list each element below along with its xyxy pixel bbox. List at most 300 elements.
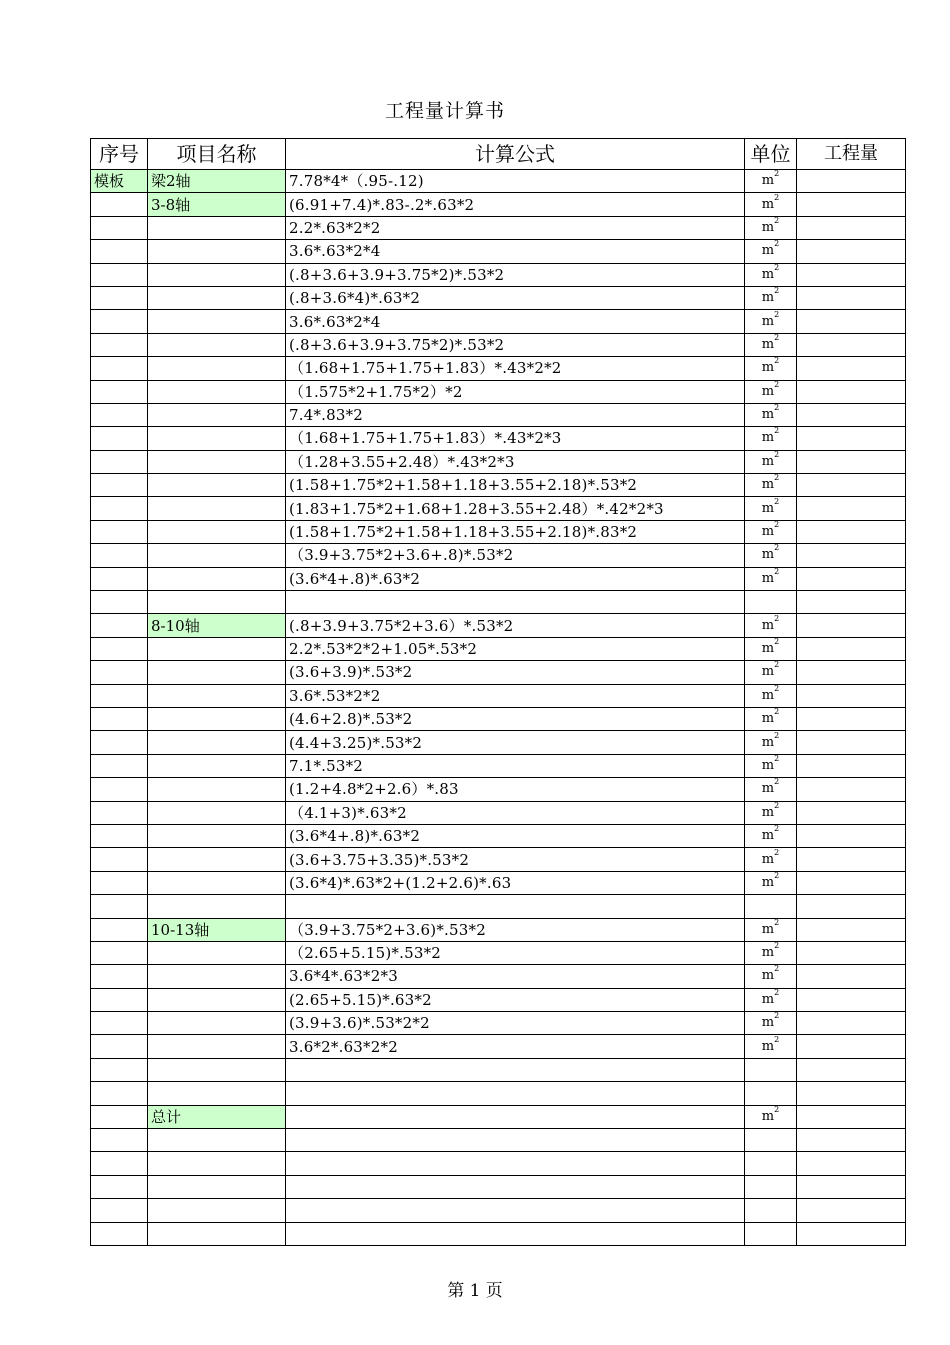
table-row [91,474,906,497]
cell-unit[interactable] [745,1199,797,1222]
cell-item-name[interactable] [148,1129,286,1152]
cell-item-name[interactable] [148,1082,286,1105]
cell-no[interactable] [91,403,148,426]
cell-quantity[interactable] [797,427,906,450]
unit-superscript: 2 [774,263,780,272]
cell-formula[interactable]: 2.2*.53*2*2+1.05*.53*2 [286,637,745,660]
cell-item-name[interactable] [148,403,286,426]
cell-quantity[interactable] [797,193,906,216]
cell-unit[interactable] [745,216,797,239]
cell-item-name[interactable] [148,684,286,707]
cell-unit[interactable] [745,1012,797,1035]
cell-formula[interactable]: (3.6+3.75+3.35)*.53*2 [286,848,745,871]
table-row [91,895,906,918]
cell-quantity[interactable] [797,848,906,871]
cell-quantity[interactable] [797,1199,906,1222]
cell-item-name[interactable] [148,1058,286,1081]
cell-item-name[interactable]: 梁2轴 [148,170,286,193]
unit-superscript: 2 [774,169,780,179]
cell-unit[interactable] [745,1035,797,1058]
cell-quantity[interactable] [797,1058,906,1081]
cell-item-name[interactable] [148,380,286,403]
cell-item-name[interactable] [148,591,286,614]
cell-formula[interactable]: 3.6*4*.63*2*3 [286,965,745,988]
cell-item-name[interactable] [148,1199,286,1222]
cell-no[interactable] [91,497,148,520]
cell-no[interactable] [91,520,148,543]
cell-formula[interactable]: （1.68+1.75+1.75+1.83）*.43*2*2 [286,357,745,380]
cell-item-name[interactable] [148,941,286,964]
unit-superscript: 2 [774,1034,780,1044]
cell-no[interactable] [91,707,148,730]
cell-unit[interactable] [745,1058,797,1081]
unit-text: m [761,874,775,890]
cell-no[interactable] [91,778,148,801]
cell-unit[interactable] [745,333,797,356]
cell-quantity[interactable] [797,567,906,590]
cell-item-name[interactable] [148,1152,286,1175]
table-row [91,1012,906,1035]
cell-formula[interactable]: (4.4+3.25)*.53*2 [286,731,745,754]
cell-unit[interactable] [745,497,797,520]
cell-item-name[interactable] [148,754,286,777]
cell-formula[interactable] [286,1129,745,1152]
cell-formula[interactable]: （1.28+3.55+2.48）*.43*2*3 [286,450,745,473]
cell-formula[interactable] [286,895,745,918]
cell-unit[interactable] [745,707,797,730]
unit-text: m [761,711,775,727]
cell-unit[interactable] [745,240,797,263]
cell-formula[interactable]: (1.83+1.75*2+1.68+1.28+3.55+2.48）*.42*2*3 [286,497,745,520]
table-row [91,333,906,356]
unit-superscript: 2 [774,286,780,296]
unit-superscript: 2 [774,380,780,389]
cell-no[interactable] [91,427,148,450]
cell-formula[interactable]: （1.68+1.75+1.75+1.83）*.43*2*3 [286,427,745,450]
cell-no[interactable] [91,614,148,637]
unit-text: m [761,290,775,306]
table-row [91,403,906,426]
cell-formula[interactable] [286,1222,745,1245]
cell-unit[interactable] [745,1175,797,1198]
cell-formula[interactable]: 3.6*.53*2*2 [286,684,745,707]
cell-no[interactable]: 模板 [91,170,148,193]
cell-no[interactable] [91,1082,148,1105]
cell-no[interactable] [91,216,148,239]
cell-formula[interactable]: (1.58+1.75*2+1.58+1.18+3.55+2.18)*.83*2 [286,520,745,543]
table-row [91,871,906,894]
cell-item-name[interactable] [148,707,286,730]
cell-quantity[interactable] [797,918,906,941]
cell-no[interactable] [91,1152,148,1175]
cell-no[interactable] [91,474,148,497]
cell-unit[interactable] [745,520,797,543]
unit-superscript: 2 [774,496,780,506]
cell-unit[interactable] [745,263,797,286]
cell-formula[interactable]: 3.6*.63*2*4 [286,310,745,333]
cell-unit[interactable] [745,941,797,964]
cell-item-name[interactable] [148,474,286,497]
cell-no[interactable] [91,193,148,216]
cell-unit[interactable] [745,380,797,403]
cell-item-name[interactable]: 8-10轴 [148,614,286,637]
cell-item-name[interactable] [148,988,286,1011]
cell-quantity[interactable] [797,474,906,497]
cell-item-name[interactable] [148,871,286,894]
cell-formula[interactable]: （1.575*2+1.75*2）*2 [286,380,745,403]
cell-quantity[interactable] [797,871,906,894]
cell-item-name[interactable]: 3-8轴 [148,193,286,216]
cell-no[interactable] [91,263,148,286]
unit-text: m [761,547,775,563]
unit-superscript: 2 [774,520,780,530]
cell-no[interactable] [91,380,148,403]
cell-formula[interactable]: 7.4*.83*2 [286,403,745,426]
cell-quantity[interactable] [797,591,906,614]
cell-no[interactable] [91,801,148,824]
cell-unit[interactable] [745,286,797,309]
cell-item-name[interactable] [148,497,286,520]
unit-text: m [761,477,775,493]
cell-no[interactable] [91,895,148,918]
cell-no[interactable] [91,1105,148,1128]
unit-superscript: 2 [774,988,780,997]
cell-item-name[interactable]: 总计 [148,1105,286,1128]
cell-quantity[interactable] [797,1105,906,1128]
cell-quantity[interactable] [797,1082,906,1105]
cell-item-name[interactable] [148,1222,286,1245]
cell-no[interactable] [91,357,148,380]
cell-formula[interactable]: (3.6+3.9)*.53*2 [286,661,745,684]
cell-item-name[interactable] [148,263,286,286]
cell-unit[interactable] [745,591,797,614]
unit-superscript: 2 [774,637,780,646]
cell-quantity[interactable] [797,497,906,520]
table-row [91,1058,906,1081]
unit-superscript: 2 [774,216,780,225]
cell-formula[interactable]: (3.6*4)*.63*2+(1.2+2.6)*.63 [286,871,745,894]
cell-quantity[interactable] [797,450,906,473]
table-row [91,591,906,614]
cell-item-name[interactable] [148,216,286,239]
unit-superscript: 2 [774,403,780,413]
unit-text: m [761,336,775,352]
cell-unit[interactable] [745,357,797,380]
unit-superscript: 2 [774,473,780,483]
cell-no[interactable] [91,965,148,988]
cell-unit[interactable] [745,1222,797,1245]
cell-formula[interactable]: (1.58+1.75*2+1.58+1.18+3.55+2.18)*.53*2 [286,474,745,497]
table-row [91,170,906,193]
cell-quantity[interactable] [797,754,906,777]
cell-no[interactable] [91,661,148,684]
cell-formula[interactable] [286,591,745,614]
cell-item-name[interactable] [148,240,286,263]
table-row [91,637,906,660]
cell-no[interactable] [91,1058,148,1081]
cell-formula[interactable] [286,1152,745,1175]
unit-text: m [761,196,775,212]
cell-quantity[interactable] [797,544,906,567]
unit-superscript: 2 [774,847,780,857]
cell-item-name[interactable] [148,778,286,801]
cell-formula[interactable]: (3.6*4+.8)*.63*2 [286,824,745,847]
table-body [91,170,906,1246]
cell-unit[interactable] [745,988,797,1011]
cell-item-name[interactable]: 10-13轴 [148,918,286,941]
cell-formula[interactable]: (6.91+7.4)*.83-.2*.63*2 [286,193,745,216]
cell-formula[interactable]: （3.9+3.75*2+3.6+.8)*.53*2 [286,544,745,567]
table-row [91,941,906,964]
cell-quantity[interactable] [797,707,906,730]
cell-formula[interactable] [286,1175,745,1198]
cell-quantity[interactable] [797,1152,906,1175]
cell-no[interactable] [91,240,148,263]
cell-formula[interactable]: (1.2+4.8*2+2.6）*.83 [286,778,745,801]
cell-quantity[interactable] [797,731,906,754]
table-row [91,1175,906,1198]
cell-item-name[interactable] [148,450,286,473]
cell-quantity[interactable] [797,1175,906,1198]
unit-superscript: 2 [774,543,780,553]
cell-unit[interactable] [745,193,797,216]
cell-quantity[interactable] [797,1035,906,1058]
unit-superscript: 2 [774,567,780,576]
cell-formula[interactable] [286,1082,745,1105]
cell-unit[interactable] [745,918,797,941]
cell-no[interactable] [91,544,148,567]
cell-quantity[interactable] [797,310,906,333]
cell-no[interactable] [91,567,148,590]
table-row [91,707,906,730]
cell-item-name[interactable] [148,848,286,871]
cell-no[interactable] [91,1012,148,1035]
cell-no[interactable] [91,918,148,941]
cell-item-name[interactable] [148,427,286,450]
table-row [91,754,906,777]
cell-unit[interactable] [745,1129,797,1152]
cell-quantity[interactable] [797,895,906,918]
cell-item-name[interactable] [148,333,286,356]
cell-quantity[interactable] [797,661,906,684]
cell-unit[interactable] [745,965,797,988]
cell-quantity[interactable] [797,637,906,660]
cell-unit[interactable] [745,544,797,567]
cell-formula[interactable]: (2.65+5.15)*.63*2 [286,988,745,1011]
table-row [91,778,906,801]
unit-superscript: 2 [774,333,780,342]
cell-no[interactable] [91,310,148,333]
cell-quantity[interactable] [797,380,906,403]
document-title: 工程量计算书 [384,100,505,122]
cell-no[interactable] [91,286,148,309]
cell-quantity[interactable] [797,170,906,193]
cell-unit[interactable] [745,427,797,450]
cell-formula[interactable] [286,1058,745,1081]
cell-item-name[interactable] [148,310,286,333]
cell-quantity[interactable] [797,778,906,801]
cell-item-name[interactable] [148,544,286,567]
cell-quantity[interactable] [797,801,906,824]
cell-formula[interactable]: 7.78*4*（.95-.12) [286,170,745,193]
cell-no[interactable] [91,941,148,964]
cell-quantity[interactable] [797,824,906,847]
cell-formula[interactable]: (.8+3.6+3.9+3.75*2)*.53*2 [286,263,745,286]
cell-quantity[interactable] [797,1012,906,1035]
cell-item-name[interactable] [148,801,286,824]
cell-no[interactable] [91,988,148,1011]
cell-formula[interactable]: (4.6+2.8)*.53*2 [286,707,745,730]
cell-quantity[interactable] [797,684,906,707]
cell-quantity[interactable] [797,263,906,286]
cell-unit[interactable] [745,1105,797,1128]
cell-quantity[interactable] [797,286,906,309]
cell-quantity[interactable] [797,988,906,1011]
unit-text: m [761,453,775,469]
cell-unit[interactable] [745,895,797,918]
cell-item-name[interactable] [148,637,286,660]
cell-quantity[interactable] [797,1129,906,1152]
cell-unit[interactable] [745,567,797,590]
cell-no[interactable] [91,871,148,894]
cell-no[interactable] [91,1175,148,1198]
cell-formula[interactable]: （4.1+3)*.63*2 [286,801,745,824]
unit-text: m [761,430,775,446]
cell-formula[interactable] [286,1199,745,1222]
unit-text: m [761,968,775,984]
cell-no[interactable] [91,731,148,754]
unit-text: m [761,734,775,750]
cell-no[interactable] [91,450,148,473]
cell-item-name[interactable] [148,520,286,543]
cell-unit[interactable] [745,1152,797,1175]
cell-no[interactable] [91,1199,148,1222]
unit-superscript: 2 [774,426,780,436]
cell-formula[interactable]: (.8+3.9+3.75*2+3.6）*.53*2 [286,614,745,637]
cell-quantity[interactable] [797,941,906,964]
cell-unit[interactable] [745,450,797,473]
cell-unit[interactable] [745,871,797,894]
cell-quantity[interactable] [797,357,906,380]
header-quantity: 工程量 [797,139,906,170]
cell-item-name[interactable] [148,357,286,380]
table-row [91,1199,906,1222]
cell-unit[interactable] [745,661,797,684]
cell-item-name[interactable] [148,567,286,590]
cell-quantity[interactable] [797,333,906,356]
cell-item-name[interactable] [148,1035,286,1058]
cell-formula[interactable]: 2.2*.63*2*2 [286,216,745,239]
cell-no[interactable] [91,1035,148,1058]
cell-unit[interactable] [745,731,797,754]
unit-text: m [761,641,775,656]
cell-quantity[interactable] [797,1222,906,1245]
cell-item-name[interactable] [148,895,286,918]
unit-superscript: 2 [774,309,780,319]
cell-quantity[interactable] [797,403,906,426]
unit-text: m [761,828,775,844]
cell-no[interactable] [91,1129,148,1152]
unit-text: m [761,570,775,586]
cell-unit[interactable] [745,754,797,777]
cell-formula[interactable]: (.8+3.6*4)*.63*2 [286,286,745,309]
cell-unit[interactable] [745,801,797,824]
unit-superscript: 2 [774,239,780,249]
cell-item-name[interactable] [148,1175,286,1198]
cell-formula[interactable]: （3.9+3.75*2+3.6)*.53*2 [286,918,745,941]
cell-unit[interactable] [745,848,797,871]
cell-unit[interactable] [745,614,797,637]
unit-text: m [761,383,775,399]
cell-item-name[interactable] [148,661,286,684]
table-row [91,965,906,988]
unit-text: m [761,1015,775,1031]
table-row [91,544,906,567]
table-row [91,1129,906,1152]
cell-no[interactable] [91,848,148,871]
cell-quantity[interactable] [797,520,906,543]
cell-formula[interactable]: (.8+3.6+3.9+3.75*2)*.53*2 [286,333,745,356]
cell-item-name[interactable] [148,824,286,847]
cell-formula[interactable]: 7.1*.53*2 [286,754,745,777]
cell-unit[interactable] [745,474,797,497]
cell-formula[interactable] [286,1105,745,1128]
cell-unit[interactable] [745,1082,797,1105]
cell-no[interactable] [91,637,148,660]
cell-formula[interactable]: 3.6*2*.63*2*2 [286,1035,745,1058]
cell-unit[interactable] [745,824,797,847]
cell-formula[interactable]: (3.9+3.6)*.53*2*2 [286,1012,745,1035]
cell-quantity[interactable] [797,240,906,263]
unit-superscript: 2 [774,871,780,880]
table-row [91,240,906,263]
cell-item-name[interactable] [148,965,286,988]
cell-formula[interactable]: 3.6*.63*2*4 [286,240,745,263]
cell-quantity[interactable] [797,965,906,988]
cell-unit[interactable] [745,170,797,193]
unit-superscript: 2 [774,730,780,740]
unit-superscript: 2 [774,707,780,717]
cell-no[interactable] [91,824,148,847]
cell-formula[interactable]: （2.65+5.15)*.53*2 [286,941,745,964]
unit-text: m [761,243,775,259]
cell-item-name[interactable] [148,1012,286,1035]
cell-formula[interactable]: (3.6*4+.8)*.63*2 [286,567,745,590]
cell-no[interactable] [91,1222,148,1245]
cell-no[interactable] [91,684,148,707]
cell-no[interactable] [91,333,148,356]
cell-unit[interactable] [745,310,797,333]
cell-item-name[interactable] [148,731,286,754]
cell-unit[interactable] [745,637,797,660]
cell-no[interactable] [91,591,148,614]
cell-unit[interactable] [745,684,797,707]
cell-no[interactable] [91,754,148,777]
cell-quantity[interactable] [797,614,906,637]
table-row [91,1082,906,1105]
unit-superscript: 2 [774,964,780,974]
unit-text: m [761,360,775,376]
unit-text: m [761,407,775,423]
table-row [91,450,906,473]
cell-unit[interactable] [745,403,797,426]
unit-superscript: 2 [774,450,780,459]
cell-quantity[interactable] [797,216,906,239]
table-row [91,684,906,707]
table-row [91,567,906,590]
cell-unit[interactable] [745,778,797,801]
cell-item-name[interactable] [148,286,286,309]
